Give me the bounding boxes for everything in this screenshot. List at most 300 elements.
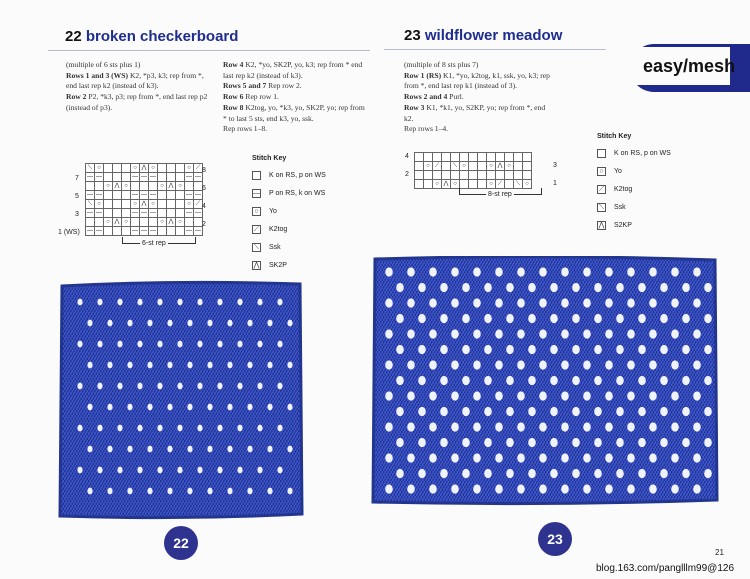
row-instruction (404, 71, 554, 92)
eyelet-hole (197, 383, 202, 390)
eyelet-hole (117, 467, 122, 474)
eyelet-hole (257, 299, 262, 306)
eyelet-hole (682, 407, 690, 416)
eyelet-hole (484, 407, 492, 416)
eyelet-hole (287, 404, 292, 411)
eyelet-hole (287, 362, 292, 369)
eyelet-hole (127, 446, 132, 453)
eyelet-hole (177, 383, 182, 390)
chart-22 (85, 163, 203, 236)
eyelet-hole (473, 329, 481, 338)
chart-cell: ⟋ (433, 162, 442, 171)
chart-cell: ○ (176, 218, 185, 227)
eyelet-hole (616, 283, 624, 292)
eyelet-hole (147, 362, 152, 369)
eyelet-hole (605, 484, 613, 493)
eyelet-hole (583, 391, 591, 400)
eyelet-hole (671, 267, 679, 276)
chart-cell (415, 180, 424, 189)
eyelet-hole (583, 453, 591, 462)
chart-cell: ○ (131, 200, 140, 209)
eyelet-hole (207, 320, 212, 327)
eyelet-hole (137, 467, 142, 474)
eyelet-hole (107, 362, 112, 369)
eyelet-hole (649, 422, 657, 431)
k2tog-icon: ⟋ (252, 225, 261, 234)
eyelet-hole (187, 446, 192, 453)
k2tog-icon: ⟋ (597, 185, 606, 194)
chart-cell (478, 153, 487, 162)
eyelet-hole (257, 425, 262, 432)
eyelet-hole (649, 329, 657, 338)
eyelet-hole (277, 299, 282, 306)
chart-22-grid (85, 163, 203, 236)
eyelet-hole (704, 407, 712, 416)
eyelet-hole (407, 453, 415, 462)
chart-cell (424, 180, 433, 189)
eyelet-hole (605, 453, 613, 462)
eyelet-hole (197, 341, 202, 348)
chart-cell: ○ (523, 180, 532, 189)
eyelet-hole (693, 391, 701, 400)
eyelet-hole (407, 298, 415, 307)
eyelet-hole (137, 425, 142, 432)
chart-cell: — (141, 192, 147, 198)
chart-cell (158, 191, 167, 200)
eyelet-hole (418, 345, 426, 354)
eyelet-hole (528, 376, 536, 385)
chart-cell (424, 153, 433, 162)
rep-rows-text: Rep rows 1–8. (223, 124, 268, 134)
key-label: Yo (269, 207, 277, 215)
chart-cell (122, 173, 131, 182)
eyelet-hole (605, 391, 613, 400)
eyelet-hole (605, 360, 613, 369)
chart-23-grid (414, 152, 532, 189)
pattern-22-number: 22 (65, 28, 82, 45)
eyelet-hole (660, 407, 668, 416)
eyelet-hole (638, 376, 646, 385)
chart-cell (496, 153, 505, 162)
eyelet-hole (157, 299, 162, 306)
eyelet-hole (561, 484, 569, 493)
key-label: K on RS, p on WS (614, 149, 671, 157)
chart-23 (414, 152, 532, 189)
chart-22-row-label-left: 1 (WS) (58, 229, 80, 236)
eyelet-hole (583, 360, 591, 369)
key-item (252, 260, 326, 270)
eyelet-hole (247, 320, 252, 327)
eyelet-hole (627, 298, 635, 307)
eyelet-hole (660, 469, 668, 478)
chart-cell: ○ (185, 164, 194, 173)
chart-cell (415, 162, 424, 171)
eyelet-hole (550, 376, 558, 385)
eyelet-hole (539, 267, 547, 276)
chart-cell: — (132, 174, 138, 180)
eyelet-hole (605, 298, 613, 307)
swatch-23-photo (371, 256, 719, 506)
eyelet-hole (627, 422, 635, 431)
eyelet-hole (638, 345, 646, 354)
eyelet-hole (287, 320, 292, 327)
eyelet-hole (671, 360, 679, 369)
chart-cell: ⟋ (194, 164, 203, 173)
pattern-22-instructions-col1 (66, 60, 216, 114)
eyelet-hole (167, 404, 172, 411)
eyelet-hole (247, 404, 252, 411)
eyelet-hole (616, 345, 624, 354)
eyelet-hole (671, 422, 679, 431)
row-label: Row 1 (RS) (404, 70, 442, 80)
eyelet-hole (671, 453, 679, 462)
chart-cell: ⋀ (442, 180, 451, 189)
eyelet-hole (583, 422, 591, 431)
eyelet-hole (462, 469, 470, 478)
eyelet-hole (638, 469, 646, 478)
eyelet-hole (616, 469, 624, 478)
eyelet-hole (127, 488, 132, 495)
chart-cell: ○ (176, 182, 185, 191)
chart-cell (433, 171, 442, 180)
eyelet-hole (627, 391, 635, 400)
chart-cell (104, 209, 113, 218)
eyelet-hole (594, 469, 602, 478)
eyelet-hole (385, 360, 393, 369)
chart-cell (95, 182, 104, 191)
eyelet-hole (157, 341, 162, 348)
chart-cell (104, 164, 113, 173)
eyelet-hole (638, 314, 646, 323)
row-text: K2, *p3, k3; rep from *, end last rep k2 (instead of k3). (66, 70, 204, 91)
eyelet-hole (660, 283, 668, 292)
row-text: K2tog, yo, *k3, yo, SK2P, yo; rep from * to last 5 sts, end k3, yo, ssk. (223, 102, 365, 123)
chart-cell: ○ (451, 180, 460, 189)
chart-cell: ○ (424, 162, 433, 171)
knit-stitch-icon (252, 171, 261, 180)
chart-cell: — (141, 210, 147, 216)
eyelet-hole (572, 438, 580, 447)
chart-cell (451, 171, 460, 180)
eyelet-hole (277, 425, 282, 432)
eyelet-hole (528, 438, 536, 447)
row-instruction (404, 103, 554, 124)
chart-cell: ⟍ (86, 200, 95, 209)
chart-cell: ○ (122, 182, 131, 191)
row-label: Rows 5 and 7 (223, 81, 267, 91)
eyelet-hole (97, 467, 102, 474)
chart-cell: ○ (433, 180, 442, 189)
chart-cell (523, 171, 532, 180)
eyelet-hole (572, 407, 580, 416)
chart-cell (478, 162, 487, 171)
eyelet-hole (137, 299, 142, 306)
chart-row (86, 227, 203, 236)
eyelet-hole (107, 446, 112, 453)
eyelet-hole (517, 360, 525, 369)
chart-cell (113, 164, 122, 173)
chart-cell (514, 153, 523, 162)
chart-cell: — (141, 228, 147, 234)
chart-cell: — (186, 228, 192, 234)
key-label: Ssk (269, 243, 281, 251)
chart-cell: — (150, 192, 156, 198)
eyelet-hole (561, 298, 569, 307)
row-label: Rows 2 and 4 (404, 92, 448, 102)
eyelet-hole (638, 438, 646, 447)
chart-cell: — (186, 174, 192, 180)
eyelet-hole (572, 376, 580, 385)
eyelet-hole (197, 425, 202, 432)
eyelet-hole (177, 467, 182, 474)
eyelet-hole (561, 329, 569, 338)
chart-cell (514, 171, 523, 180)
eyelet-hole (217, 383, 222, 390)
eyelet-hole (539, 422, 547, 431)
chart-cell (113, 227, 122, 236)
knit-stitch-icon (597, 149, 606, 158)
chart-cell: ○ (149, 200, 158, 209)
key-item (252, 170, 326, 180)
eyelet-hole (671, 484, 679, 493)
eyelet-hole (267, 362, 272, 369)
row-label: Row 2 (66, 92, 87, 102)
eyelet-hole (107, 404, 112, 411)
row-text: K2, *yo, SK2P, yo, k3; rep from * end last rep k2 (instead of k3). (223, 60, 363, 80)
chart-cell (104, 227, 113, 236)
chart-cell (122, 209, 131, 218)
eyelet-hole (649, 391, 657, 400)
eyelet-hole (561, 267, 569, 276)
eyelet-hole (407, 422, 415, 431)
chart-cell (415, 171, 424, 180)
stitch-key-22 (252, 155, 326, 270)
eyelet-hole (627, 453, 635, 462)
eyelet-hole (539, 298, 547, 307)
chart-cell (469, 171, 478, 180)
chart-cell: ○ (487, 180, 496, 189)
eyelet-hole (429, 360, 437, 369)
eyelet-hole (484, 376, 492, 385)
chart-cell: ○ (158, 182, 167, 191)
chart-cell: ○ (505, 162, 514, 171)
chart-22-row-label-right: 2 (202, 221, 206, 228)
eyelet-hole (418, 314, 426, 323)
chart-cell: ⋀ (496, 162, 505, 171)
pattern-22-name: broken checkerboard (85, 28, 239, 45)
chart-cell (167, 173, 176, 182)
eyelet-hole (147, 488, 152, 495)
chart-cell: — (96, 174, 102, 180)
watermark: blog.163.com/panglllm99@126 (596, 563, 735, 574)
eyelet-hole (473, 391, 481, 400)
eyelet-hole (247, 362, 252, 369)
eyelet-hole (517, 422, 525, 431)
chart-cell: — (195, 174, 201, 180)
eyelet-hole (429, 267, 437, 276)
eyelet-hole (660, 438, 668, 447)
chart-cell (176, 200, 185, 209)
eyelet-hole (528, 407, 536, 416)
eyelet-hole (217, 467, 222, 474)
chart-cell: ⋀ (140, 200, 149, 209)
eyelet-hole (473, 484, 481, 493)
eyelet-hole (627, 360, 635, 369)
page-badge-22: 22 (164, 526, 198, 560)
eyelet-hole (462, 407, 470, 416)
row-instruction (66, 71, 216, 92)
eyelet-hole (704, 438, 712, 447)
chart-cell (176, 164, 185, 173)
eyelet-hole (550, 314, 558, 323)
eyelet-hole (440, 376, 448, 385)
eyelet-hole (87, 446, 92, 453)
eyelet-hole (167, 446, 172, 453)
eyelet-hole (605, 267, 613, 276)
eyelet-hole (561, 360, 569, 369)
multiple-text: (multiple of 8 sts plus 7) (404, 60, 479, 69)
eyelet-hole (473, 422, 481, 431)
eyelet-hole (87, 362, 92, 369)
eyelet-hole (385, 329, 393, 338)
chart-22-row-label-left: 3 (75, 211, 79, 218)
eyelet-hole (287, 446, 292, 453)
chart-cell (158, 164, 167, 173)
chart-cell (505, 171, 514, 180)
chart-cell: ⟋ (194, 200, 203, 209)
pattern-23-number: 23 (404, 27, 421, 44)
eyelet-hole (187, 488, 192, 495)
eyelet-hole (693, 329, 701, 338)
eyelet-hole (539, 453, 547, 462)
eyelet-hole (550, 345, 558, 354)
key-item (597, 148, 671, 158)
eyelet-hole (187, 320, 192, 327)
eyelet-hole (594, 283, 602, 292)
eyelet-hole (87, 488, 92, 495)
chart-cell (185, 218, 194, 227)
chart-cell (460, 153, 469, 162)
eyelet-hole (277, 467, 282, 474)
chart-23-repeat-label: 8-st rep (488, 191, 512, 198)
chart-cell (167, 200, 176, 209)
eyelet-hole (583, 267, 591, 276)
eyelet-hole (682, 283, 690, 292)
eyelet-hole (638, 283, 646, 292)
eyelet-hole (561, 391, 569, 400)
eyelet-hole (167, 488, 172, 495)
chart-row (86, 200, 203, 209)
eyelet-hole (605, 329, 613, 338)
eyelet-hole (561, 422, 569, 431)
chart-cell (86, 182, 95, 191)
pattern-22-instructions-col2 (223, 60, 365, 135)
eyelet-hole (704, 376, 712, 385)
eyelet-hole (506, 438, 514, 447)
chart-row (86, 173, 203, 182)
eyelet-hole (583, 329, 591, 338)
eyelet-hole (177, 341, 182, 348)
chart-cell: — (96, 228, 102, 234)
row-label: Row 8 (223, 102, 244, 112)
eyelet-hole (594, 407, 602, 416)
chart-cell: ⟍ (451, 162, 460, 171)
key-item (597, 202, 671, 212)
chart-cell (514, 162, 523, 171)
eyelet-hole (77, 467, 82, 474)
eyelet-hole (484, 314, 492, 323)
eyelet-hole (517, 453, 525, 462)
chart-cell (167, 164, 176, 173)
key-item (252, 206, 326, 216)
ssk-icon: ⟍ (597, 203, 606, 212)
eyelet-hole (440, 469, 448, 478)
eyelet-hole (157, 383, 162, 390)
eyelet-hole (462, 283, 470, 292)
chart-cell (451, 153, 460, 162)
eyelet-hole (649, 453, 657, 462)
row-label: Row 6 (223, 92, 244, 102)
row-label: Row 4 (223, 60, 244, 69)
chart-cell (158, 173, 167, 182)
chart-cell (460, 171, 469, 180)
eyelet-hole (117, 299, 122, 306)
eyelet-hole (627, 484, 635, 493)
eyelet-hole (87, 320, 92, 327)
eyelet-hole (462, 438, 470, 447)
eyelet-hole (473, 267, 481, 276)
eyelet-hole (197, 299, 202, 306)
pattern-23-title (404, 27, 562, 44)
key-label: Ssk (614, 203, 626, 211)
eyelet-hole (682, 376, 690, 385)
eyelet-hole (237, 299, 242, 306)
eyelet-hole (594, 314, 602, 323)
yarn-over-icon: ○ (252, 207, 261, 216)
chart-cell: ○ (104, 182, 113, 191)
eyelet-hole (693, 360, 701, 369)
chart-cell (176, 227, 185, 236)
eyelet-hole (506, 407, 514, 416)
eyelet-hole (429, 329, 437, 338)
chart-cell: ⋀ (113, 182, 122, 191)
eyelet-hole (484, 438, 492, 447)
chart-cell (433, 153, 442, 162)
chart-cell: — (132, 192, 138, 198)
eyelet-hole (429, 484, 437, 493)
eyelet-hole (583, 298, 591, 307)
eyelet-hole (495, 329, 503, 338)
chart-cell: ○ (95, 164, 104, 173)
chart-cell (505, 153, 514, 162)
eyelet-hole (396, 469, 404, 478)
chart-cell: ⋀ (140, 164, 149, 173)
chart-cell (167, 191, 176, 200)
eyelet-hole (682, 469, 690, 478)
eyelet-hole (207, 446, 212, 453)
eyelet-hole (227, 404, 232, 411)
eyelet-hole (97, 383, 102, 390)
eyelet-hole (539, 329, 547, 338)
eyelet-hole (217, 299, 222, 306)
eyelet-hole (418, 438, 426, 447)
chart-cell: — (150, 174, 156, 180)
eyelet-hole (616, 376, 624, 385)
chart-cell (131, 182, 140, 191)
stitch-key-title: Stitch Key (597, 133, 632, 140)
eyelet-hole (385, 298, 393, 307)
eyelet-hole (671, 391, 679, 400)
